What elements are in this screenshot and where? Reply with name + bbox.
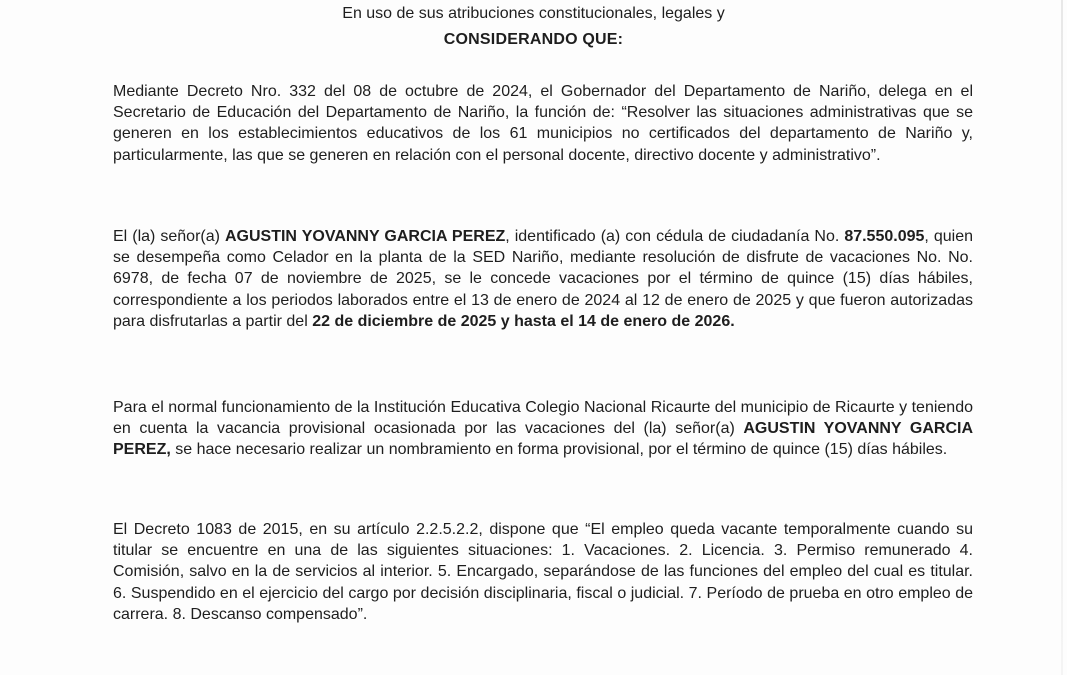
id-number: 87.550.095 [844,228,925,245]
intro-line: En uso de sus atribuciones constitucionales, legales y [342,5,725,22]
paragraph-text: , identificado (a) con cédula de ciudadanía No. [505,228,845,245]
vacation-dates: 22 de diciembre de 2025 y hasta el 14 de enero de 2026. [312,312,735,330]
paragraph-vacaciones [113,226,973,332]
paragraph-text: Mediante Decreto Nro. 332 del 08 de octubre de 2024, el Gobernador del Departamento de Nariño, delega en el Secretario de Educación del Departamento de Nariño, la función de: “Resolver las situaciones administrativas que se generen en los establecimientos educativos de los 61 municipios no certificados del departamento de Nariño y, particularmente, las que se generen en relación con el personal docente, directivo docente y administrativo”. [113,83,973,164]
paragraph-text: El (la) señor(a) [113,228,225,245]
paragraph-text: , quien se desempeña como Celador en la planta de la SED Nariño, mediante resolución de disfrute de vacaciones No. No. 6978, de fecha 07 de noviembre de 2025, se le concede vacaciones por el término de quince (15) días hábiles, correspondiente a los periodos laborados entre el 13 de enero de 2024 al 12 de enero de 2025 y que fueron autorizadas para disfrutarlas a partir del [113,228,974,330]
paragraph-text: Para el normal funcionamiento de la Institución Educativa Colegio Nacional Ricaurte del municipio de Ricaurte y teniendo en cuenta la vacancia provisional ocasionada por las vacaciones del (la) señor(a) [113,399,973,438]
paragraph-text: El Decreto 1083 de 2015, en su artículo 2.2.5.2.2, dispone que “El empleo queda vacante temporalmente cuando su titular se encuentre en una de las siguientes situaciones: 1. Vacaciones. 2. Licencia. 3. Permiso remunerado 4. Comisión, salvo en la de servicios al interior. 5. Encargado, separándose de las funciones del empleo del cual es titular. 6. Suspendido en el ejercicio del cargo por decisión disciplinaria, fiscal o judicial. 7. Período de prueba en otro empleo de carrera. 8. Descanso compensado”. [113,521,973,623]
paragraph-text: se hace necesario realizar un nombramiento en forma provisional, por el término de quince (15) días hábiles. [170,441,948,459]
paragraph-decreto-1083 [113,519,973,625]
employee-name: AGUSTIN YOVANNY GARCIA PEREZ, [113,420,973,459]
employee-name: AGUSTIN YOVANNY GARCIA PEREZ [224,228,506,245]
paragraph-funcionamiento [113,397,973,461]
scan-edge [1061,0,1063,675]
paragraph-decreto-332 [113,81,973,166]
considerando-heading: CONSIDERANDO QUE: [443,31,624,48]
